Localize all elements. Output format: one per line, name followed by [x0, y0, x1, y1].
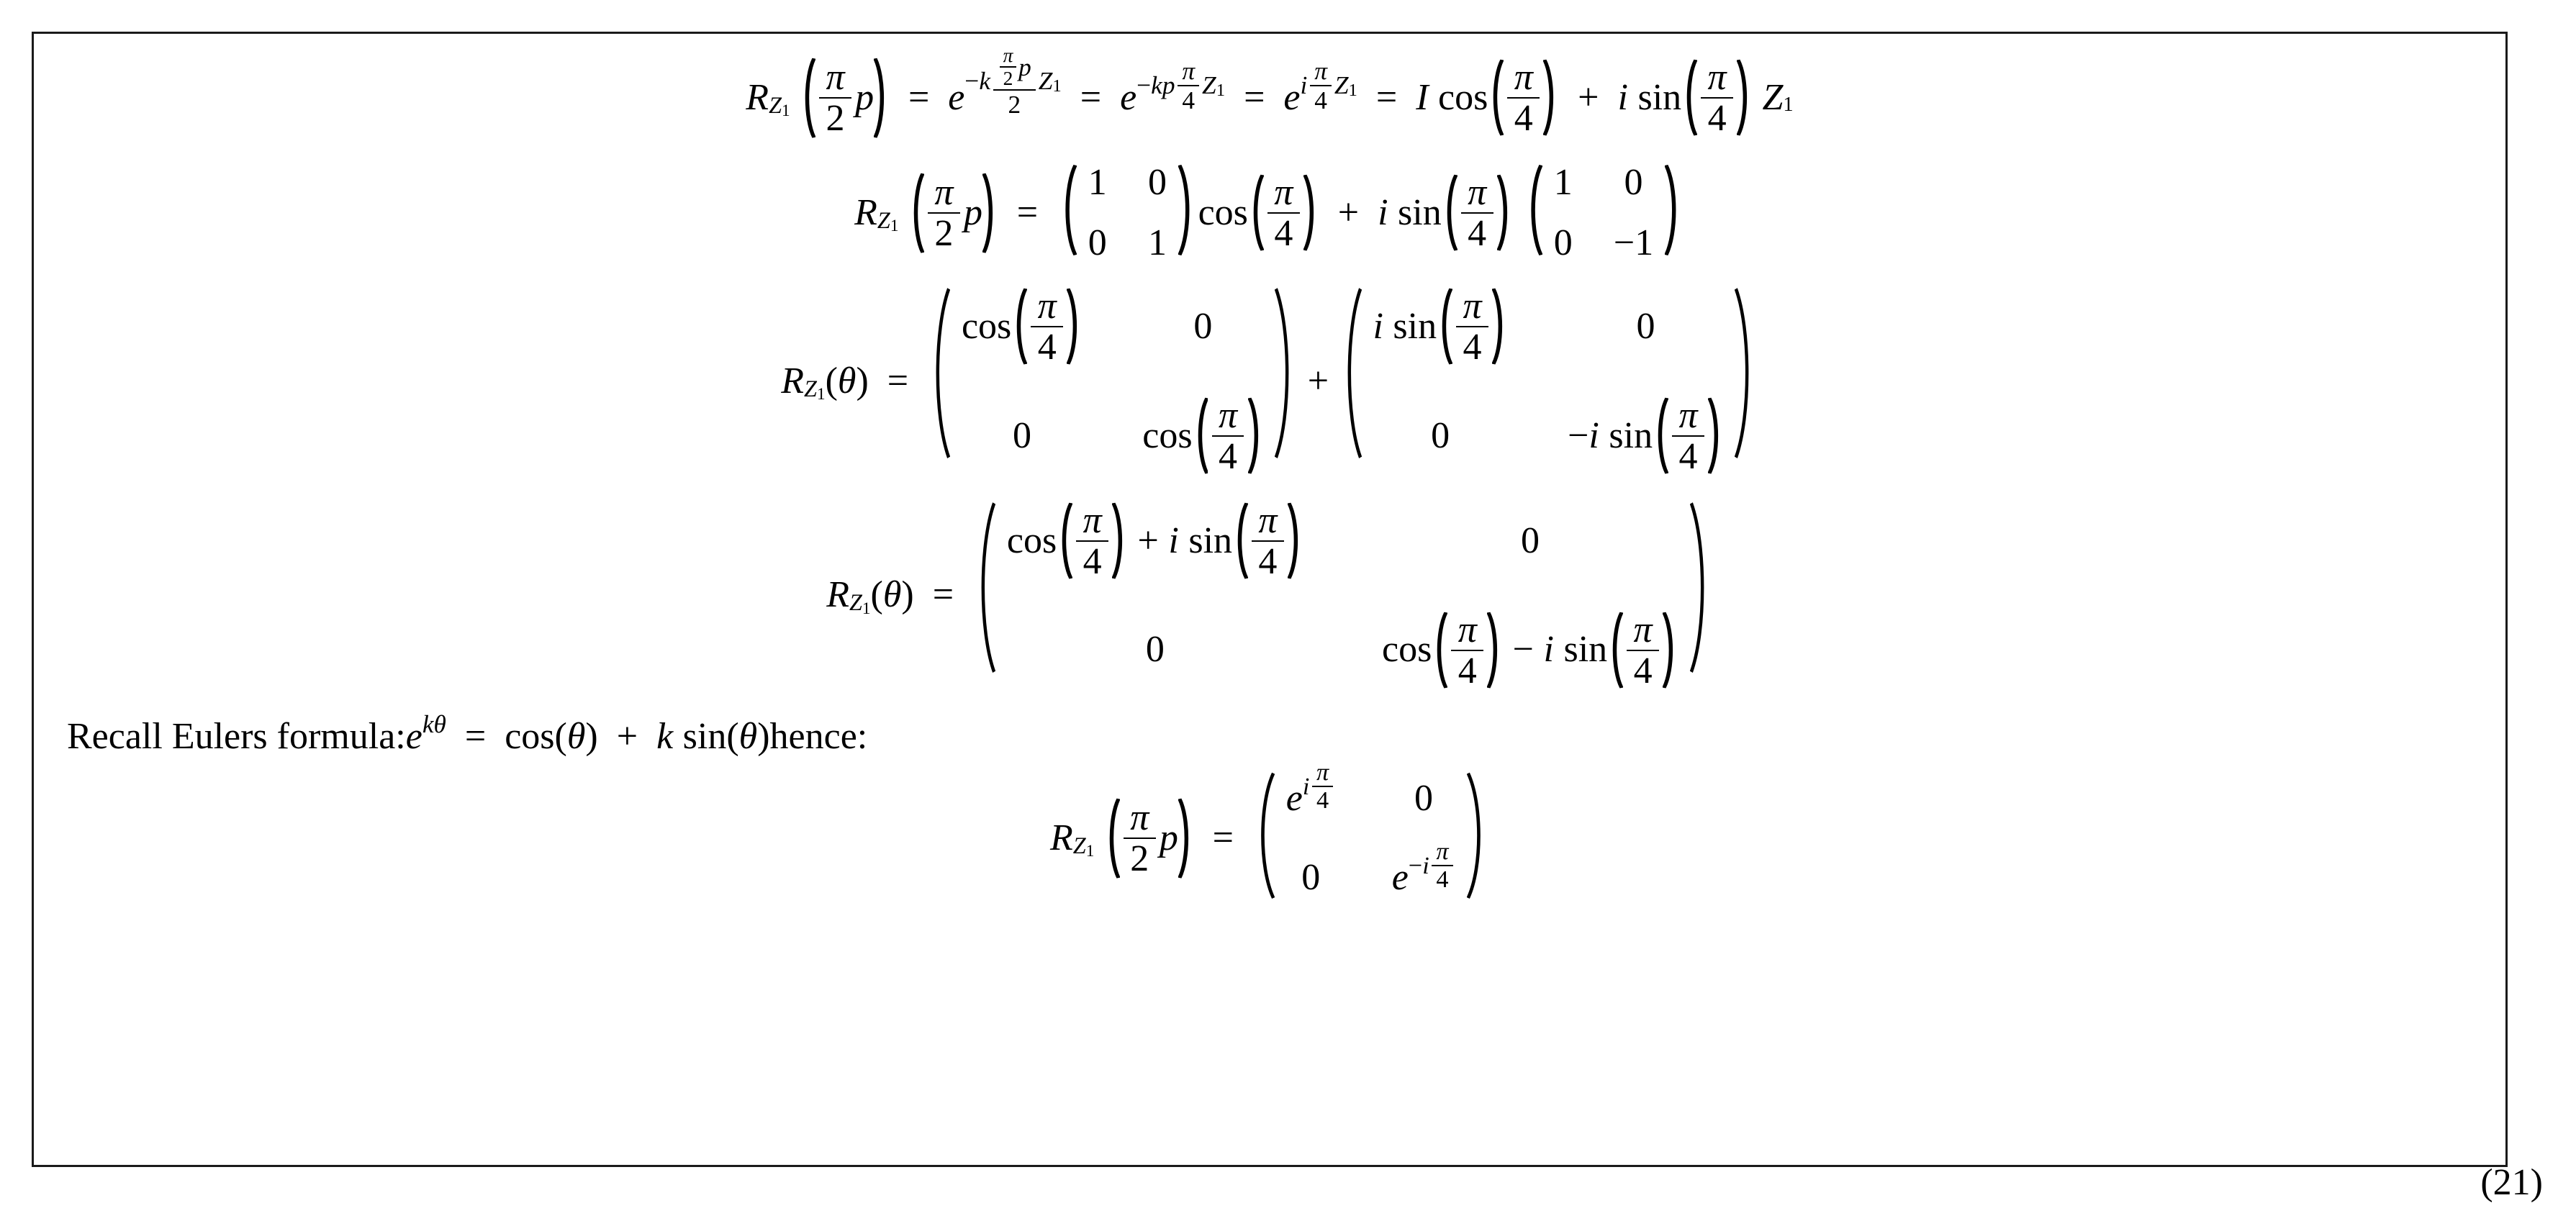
equation-line-2-math: R Z1 $\frac{\pi}{2}$ p = 1 0 0 1 cos $\frac{\pi}{4}$ + i sin $\frac{\pi}{4}$ 1 0 0 −1 — [854, 163, 1685, 263]
matrix-pauli-z: 1 0 0 −1 — [1527, 163, 1680, 263]
euler-text-post: hence: — [769, 715, 868, 757]
paren-group: $\frac{\pi}{2}$ p — [800, 57, 890, 139]
equation-line-4-math: R Z1 ( θ ) = cos $\frac{\pi}{4}$ + i sin $\frac{\pi}{4}$ 0 0 cos $\frac{\pi}{4}$ − i sin $\frac{\pi}{4}$ — [826, 501, 1713, 690]
equation-line-6 — [63, 758, 2477, 904]
equation-line-1-math: R Z1 $\frac{\pi}{2}$ p = e − k $\frac{\pi}{2}$ p 2 Z 1 = e − kp $\frac{\pi}{4}$ Z 1 = e i $\frac{\pi}{4}$ Z 1 = I cos $\frac{\pi}{4}$ + i sin $\frac{\pi}{4}$ Z 1 — [746, 43, 1794, 140]
euler-formula-line — [63, 709, 2477, 757]
fraction-pi-2: $\frac{\pi}{2}$ — [819, 58, 851, 137]
equation-line-3 — [63, 287, 2477, 476]
euler-text-pre: Recall Eulers formula: — [67, 715, 406, 757]
equation-line-3-math: R Z1 ( θ ) = cos $\frac{\pi}{4}$ 0 0 cos $\frac{\pi}{4}$ + i sin $\frac{\pi}{4}$ 0 0 − i sin $\frac{\pi}{4}$ — [781, 287, 1758, 476]
equation-line-4 — [63, 501, 2477, 690]
equation-box — [32, 32, 2508, 1167]
equation-line-1 — [63, 43, 2477, 140]
matrix-combined-diagonal: cos $\frac{\pi}{4}$ + i sin $\frac{\pi}{4}$ 0 0 cos $\frac{\pi}{4}$ − i sin $\frac{\pi}{4}$ — [977, 501, 1708, 690]
euler-formula-text: Recall Eulers formula: e kθ = cos( θ ) + k sin( θ ) hence: — [67, 709, 868, 757]
equation-number: (21) — [2480, 1162, 2543, 1203]
matrix-identity: 1 0 0 1 — [1061, 163, 1193, 263]
equation-line-2 — [63, 163, 2477, 263]
equation-line-6-math: R Z1 $\frac{\pi}{2}$ p = e i $\frac{\pi}{4}$ 0 0 e − i $\frac{\pi}{4}$ — [1050, 772, 1489, 904]
matrix-isin-diagonal: i sin $\frac{\pi}{4}$ 0 0 − i sin $\frac{\pi}{4}$ — [1343, 287, 1754, 476]
matrix-exponential-diagonal: e i $\frac{\pi}{4}$ 0 0 e − i $\frac{\pi}{4}$ — [1257, 772, 1485, 904]
matrix-cos-diagonal: cos $\frac{\pi}{4}$ 0 0 cos $\frac{\pi}{4}$ — [931, 287, 1293, 476]
equation-box-content — [34, 34, 2505, 1165]
